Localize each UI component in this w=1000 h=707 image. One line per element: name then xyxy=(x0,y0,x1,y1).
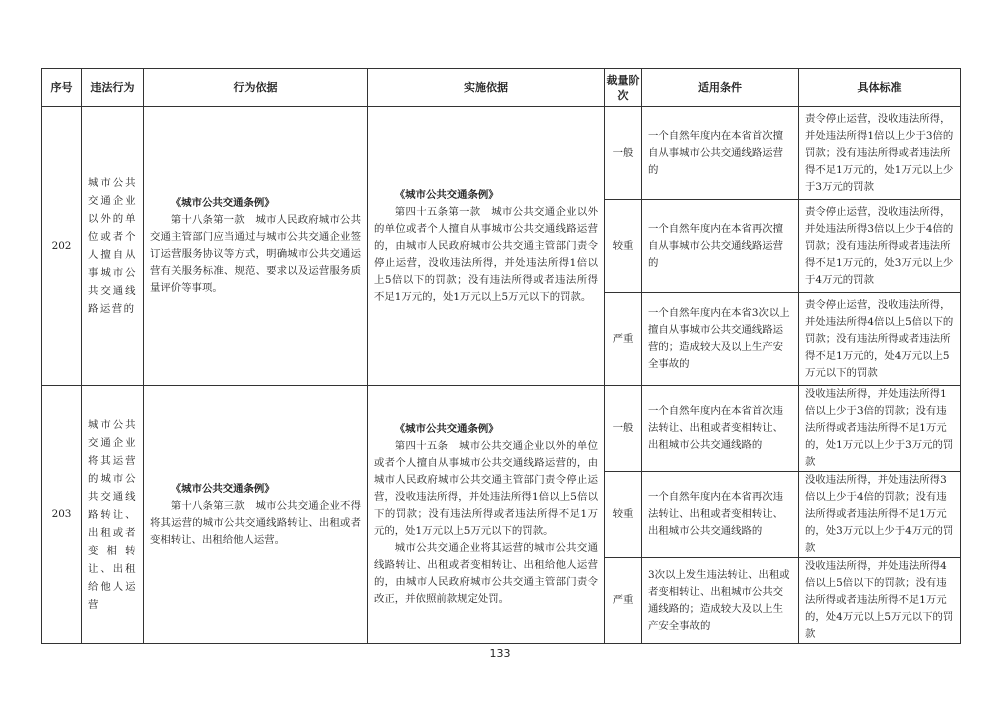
basis-law-text: 第十八条第一款 城市人民政府城市公共交通主管部门应当通过与城市公共交通企业签订运营服务协议等方式，明确城市公共交通运营有关服务标准、规范、要求以及运营服务质量评价等事项。 xyxy=(150,214,361,294)
header-level: 裁量阶次 xyxy=(605,69,642,107)
discretion-level: 较重 xyxy=(605,200,642,293)
basis-law-text: 第十八条第三款 城市公共交通企业不得将其运营的城市公共交通线路转让、出租或者变相转让、出租给他人运营。 xyxy=(150,499,361,546)
table-header-row xyxy=(42,69,961,107)
discretion-level: 一般 xyxy=(605,386,642,472)
applicable-condition: 一个自然年度内在本省再次擅自从事城市公共交通线路运营的 xyxy=(642,200,799,293)
header-std: 具体标准 xyxy=(799,69,961,107)
penalty-table xyxy=(41,68,961,644)
violation-act: 城市公共交通企业以外的单位或者个人擅自从事城市公共交通线路运营的 xyxy=(82,107,144,386)
header-basis: 行为依据 xyxy=(144,69,368,107)
basis-law-title: 《城市公共交通条例》 xyxy=(170,482,275,495)
table-row xyxy=(42,386,961,472)
violation-act: 城市公共交通企业将其运营的城市公共交通线路转让、出租或者变相转让、出租给他人运营 xyxy=(82,386,144,644)
header-no: 序号 xyxy=(42,69,82,107)
penalty-standard: 没收违法所得，并处违法所得1倍以上少于3倍的罚款；没有违法所得或者违法所得不足1万元的，处1万元以上少于3万元的罚款 xyxy=(799,386,961,472)
entry-number: 202 xyxy=(42,107,82,386)
impl-law-title: 《城市公共交通条例》 xyxy=(394,423,499,435)
implementation-basis xyxy=(368,107,605,386)
penalty-standard: 责令停止运营，没收违法所得，并处违法所得3倍以上少于4倍的罚款；没有违法所得或者违法所得不足1万元的，处3万元以上少于4万元的罚款 xyxy=(799,200,961,293)
discretion-level: 一般 xyxy=(605,107,642,200)
implementation-basis xyxy=(368,386,605,644)
penalty-standard: 没收违法所得，并处违法所得3倍以上少于4倍的罚款；没有违法所得或者违法所得不足1万元的，处3万元以上少于4万元的罚款 xyxy=(799,472,961,558)
discretion-level: 严重 xyxy=(605,293,642,386)
impl-law-text-2: 城市公共交通企业将其运营的城市公共交通线路转让、出租或者变相转让、出租给他人运营的，由城市人民政府城市公共交通主管部门责令改正，并依照前款规定处罚。 xyxy=(374,542,598,605)
penalty-standard: 责令停止运营，没收违法所得，并处违法所得1倍以上少于3倍的罚款；没有违法所得或者违法所得不足1万元的，处1万元以上少于3万元的罚款 xyxy=(799,107,961,200)
page-number: 133 xyxy=(489,647,511,660)
table-row xyxy=(42,107,961,200)
impl-law-text: 第四十五条第一款 城市公共交通企业以外的单位或者个人擅自从事城市公共交通线路运营的，由城市人民政府城市公共交通主管部门责令停止运营，没收违法所得，并处违法所得1倍以上5倍以下的罚款；没有违法所得或者违法所得不足1万元的，处1万元以上5万元以下的罚款。 xyxy=(374,205,598,303)
legal-basis xyxy=(144,386,368,644)
applicable-condition: 一个自然年度内在本省3次以上擅自从事城市公共交通线路运营的；造成较大及以上生产安全事故的 xyxy=(642,293,799,386)
penalty-standard: 没收违法所得，并处违法所得4倍以上5倍以下的罚款；没有违法所得或者违法所得不足1万元的，处4万元以上5万元以下的罚款 xyxy=(799,558,961,644)
header-cond: 适用条件 xyxy=(642,69,799,107)
header-impl: 实施依据 xyxy=(368,69,605,107)
impl-law-title: 《城市公共交通条例》 xyxy=(394,188,499,201)
discretion-level: 较重 xyxy=(605,472,642,558)
applicable-condition: 3次以上发生违法转让、出租或者变相转让、出租城市公共交通线路的；造成较大及以上生产安全事故的 xyxy=(642,558,799,644)
applicable-condition: 一个自然年度内在本省再次违法转让、出租或者变相转让、出租城市公共交通线路的 xyxy=(642,472,799,558)
header-act: 违法行为 xyxy=(82,69,144,107)
legal-basis xyxy=(144,107,368,386)
applicable-condition: 一个自然年度内在本省首次擅自从事城市公共交通线路运营的 xyxy=(642,107,799,200)
entry-number: 203 xyxy=(42,386,82,644)
penalty-standard: 责令停止运营，没收违法所得，并处违法所得4倍以上5倍以下的罚款；没有违法所得或者违法所得不足1万元的，处4万元以上5万元以下的罚款 xyxy=(799,293,961,386)
basis-law-title: 《城市公共交通条例》 xyxy=(170,197,275,209)
applicable-condition: 一个自然年度内在本省首次违法转让、出租或者变相转让、出租城市公共交通线路的 xyxy=(642,386,799,472)
impl-law-text: 第四十五条 城市公共交通企业以外的单位或者个人擅自从事城市公共交通线路运营的，由城市人民政府城市公共交通主管部门责令停止运营，没收违法所得，并处违法所得1倍以上5倍以下的罚款；没有违法所得或者违法所得不足1万元的，处1万元以上5万元以下的罚款。 xyxy=(374,440,598,537)
discretion-level: 严重 xyxy=(605,558,642,644)
